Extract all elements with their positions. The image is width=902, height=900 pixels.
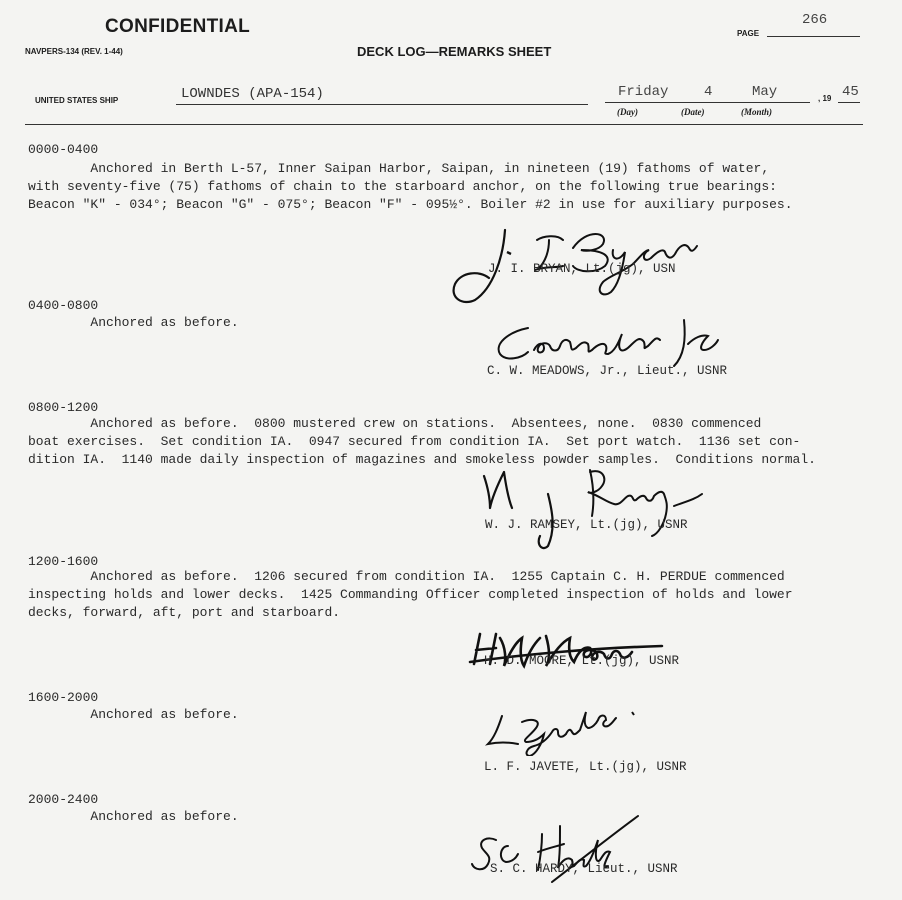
page-number: 266 <box>802 12 828 28</box>
date-value: 4 <box>704 84 713 100</box>
watch-time: 0000-0400 <box>28 142 99 157</box>
entry-line: Anchored as before. <box>28 315 239 330</box>
year-line <box>838 102 860 103</box>
entry-line: Anchored as before. <box>28 707 239 722</box>
entry-line: Anchored in Berth L-57, Inner Saipan Harbor, Saipan, in nineteen (19) fathoms of water, <box>28 161 770 176</box>
date-caption: (Date) <box>681 107 705 117</box>
watch-time: 1600-2000 <box>28 690 99 705</box>
entry-line: decks, forward, aft, port and starboard. <box>28 605 341 620</box>
form-number: NAVPERS-134 (REV. 1-44) <box>25 47 123 56</box>
page-number-line <box>767 36 860 37</box>
year-prefix: , 19 <box>818 94 832 103</box>
entry-line: boat exercises. Set condition IA. 0947 secured from condition IA. Set port watch. 1136 set con- <box>28 434 801 449</box>
classification-label: CONFIDENTIAL <box>105 16 251 37</box>
signature-javete <box>482 708 662 756</box>
month-caption: (Month) <box>741 107 773 117</box>
signature-name: H. D. MOORE, Lt.(jg), USNR <box>484 654 680 668</box>
entry-line: Anchored as before. <box>28 809 239 824</box>
signature-name: C. W. MEADOWS, Jr., Lieut., USNR <box>487 364 728 378</box>
entry-line: with seventy-five (75) fathoms of chain to the starboard anchor, on the following true bearings: <box>28 179 777 194</box>
signature-name: S. C. HARDY, Lieut., USNR <box>490 862 678 876</box>
entry-line: dition IA. 1140 made daily inspection of magazines and smokeless powder samples. Conditions normal. <box>28 452 816 467</box>
watch-time: 0800-1200 <box>28 400 99 415</box>
month-value: May <box>752 84 778 100</box>
date-line <box>605 102 810 103</box>
entry-line: inspecting holds and lower decks. 1425 Commanding Officer completed inspection of holds and lower <box>28 587 793 602</box>
header-rule <box>25 124 863 125</box>
watch-time: 1200-1600 <box>28 554 99 569</box>
watch-time: 0400-0800 <box>28 298 99 313</box>
entry-line: Beacon "K" - 034°; Beacon "G" - 075°; Beacon "F" - 095½°. Boiler #2 in use for auxiliary purposes. <box>28 197 793 212</box>
sheet-title: DECK LOG—REMARKS SHEET <box>357 44 552 59</box>
year-value: 45 <box>842 84 859 100</box>
entry-line: Anchored as before. 0800 mustered crew on stations. Absentees, none. 0830 commenced <box>28 416 762 431</box>
entry-line: Anchored as before. 1206 secured from condition IA. 1255 Captain C. H. PERDUE commenced <box>28 569 785 584</box>
day-value: Friday <box>618 84 669 100</box>
signature-ramsey <box>478 464 718 554</box>
ship-name-line <box>176 104 588 105</box>
ship-label: UNITED STATES SHIP <box>35 96 119 105</box>
signature-name: L. F. JAVETE, Lt.(jg), USNR <box>484 760 687 774</box>
day-caption: (Day) <box>617 107 638 117</box>
signature-name: J. I. BRYAN, Lt.(jg), USN <box>488 262 676 276</box>
ship-name: LOWNDES (APA-154) <box>181 86 324 102</box>
signature-hardy <box>468 812 648 892</box>
signature-name: W. J. RAMSEY, Lt.(jg), USNR <box>485 518 688 532</box>
watch-time: 2000-2400 <box>28 792 99 807</box>
page-label: PAGE <box>737 29 760 38</box>
